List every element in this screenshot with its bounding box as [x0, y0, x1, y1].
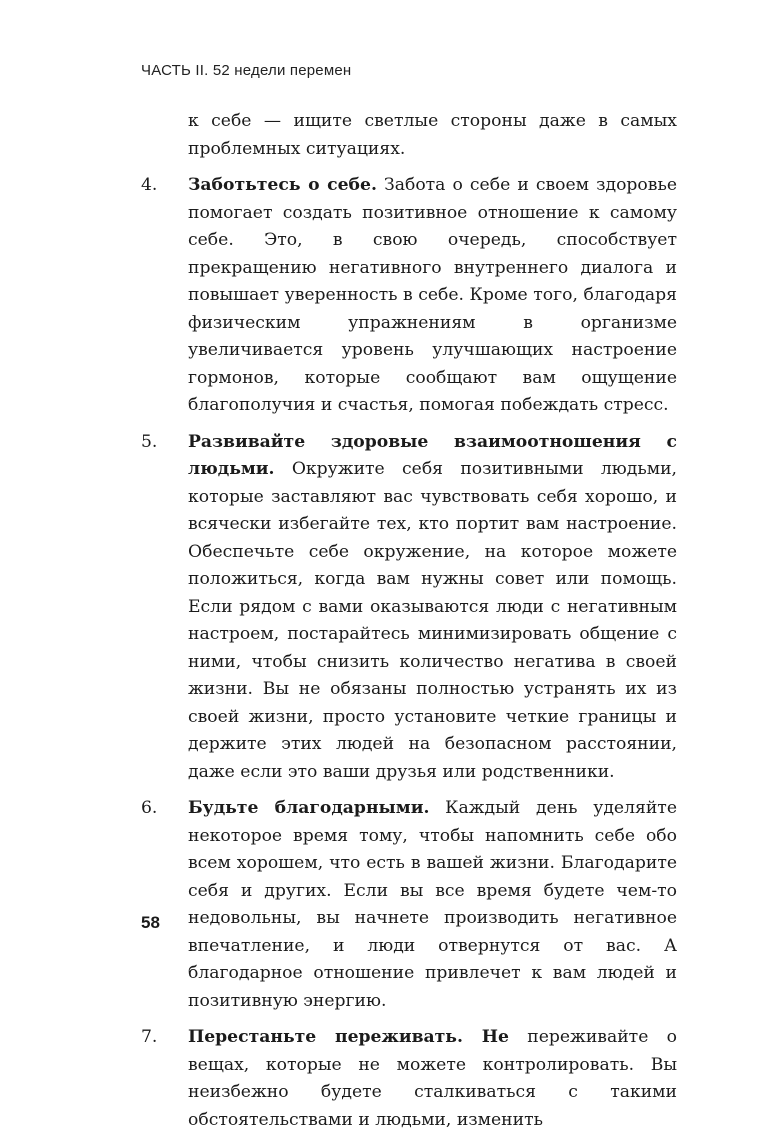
list-item-title: Заботьтесь о себе.: [188, 175, 377, 195]
continuation-paragraph: к себе — ищите светлые стороны даже в самых проблемных ситуациях.: [188, 111, 677, 159]
list-item-7: [141, 1024, 677, 1134]
list-item-number: 4.: [141, 175, 158, 195]
list-item-body: [188, 172, 677, 420]
list-item-body: [188, 1024, 677, 1134]
list-item-number: 7.: [141, 1027, 158, 1047]
list-item-text: Каждый день уделяйте некоторое время тому, чтобы напомнить себе обо всем хорошем, что есть в вашей жизни. Благодарите себя и других. Если вы все время будете чем-то недовольны, вы начнете производить негативное впечатление, и люди отвернутся от вас. А благодарное отношение привлечет к вам людей и позитивную энергию.: [188, 798, 677, 1011]
list-item-4: [141, 172, 677, 420]
list-item-title: Развивайте здоровые взаимоотношения с людьми.: [188, 431, 677, 479]
list-item-body: [188, 429, 677, 787]
list-item-number: 6.: [141, 798, 158, 818]
list-item-body: [188, 795, 677, 1015]
list-item-5: [141, 429, 677, 787]
list-item-title: Перестаньте переживать. Не: [188, 1027, 509, 1047]
list-item-text: Окружите себя позитивными людьми, которые заставляют вас чувствовать себя хорошо, и всячески избегайте тех, кто портит вам настроение. Обеспечьте себе окружение, на которое можете положиться, когда вам нужны совет или помощь. Если рядом с вами оказываются люди с негативным настроем, постарайтесь минимизировать общение с ними, чтобы снизить количество негатива в своей жизни. Вы не обязаны полностью устранять их из своей жизни, просто установите четкие границы и держите этих людей на безопасном расстоянии, даже если это ваши друзья или родственники.: [188, 459, 677, 782]
running-head: ЧАСТЬ II. 52 недели перемен: [141, 62, 352, 79]
list-item-number: 5.: [141, 431, 158, 452]
list-item-text: переживайте о вещах, которые не можете контролировать. Вы неизбежно будете сталкиваться с такими обстоятельствами и людьми, изменить: [188, 1027, 678, 1130]
list-item-title: Будьте благодарными.: [188, 798, 430, 818]
body-text: [141, 108, 677, 1134]
page-number: 58: [141, 913, 160, 932]
list-item-text: Забота о себе и своем здоровье помогает создать позитивное отношение к самому себе. Это, в свою очередь, способствует прекращению негативного внутреннего диалога и повышает уверенность в себе. Кроме того, благодаря физическим упражнениям в организме увеличивается уровень улучшающих настроение гормонов, которые сообщают вам ощущение благополучия и счастья, помогая побеждать стресс.: [188, 175, 677, 415]
list-item-6: [141, 795, 677, 1015]
